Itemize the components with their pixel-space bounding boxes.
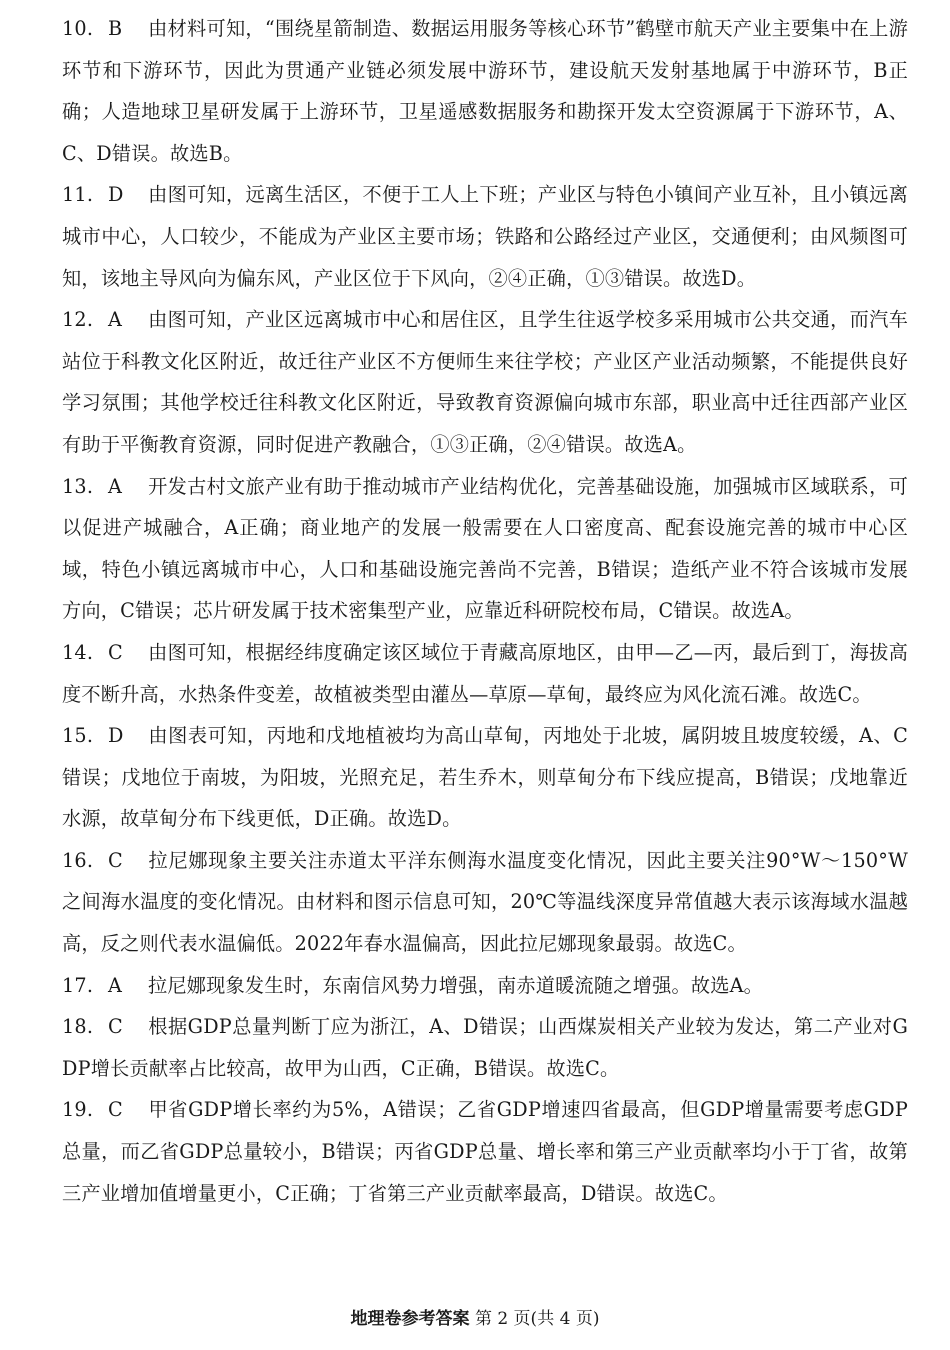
answer-number: 10.: [62, 17, 94, 40]
answer-12: [62, 299, 908, 465]
answer-10: [62, 8, 908, 174]
answer-number: 12.: [62, 308, 94, 332]
answer-page: [62, 8, 908, 1214]
answer-explanation: 拉尼娜现象发生时，东南信风势力增强，南赤道暖流随之增强。故选A。: [148, 973, 764, 997]
answer-explanation: 开发古村文旅产业有助于推动城市产业结构优化，完善基础设施，加强城市区域联系，可以促进产城融合，A正确；商业地产的发展一般需要在人口密度高、配套设施完善的城市中心区域，特色小镇远离城市中心，人口和基础设施完善尚不完善，B错误；造纸产业不符合该城市发展方向，C错误；芯片研发属于技术密集型产业，应靠近科研院校布局，C错误。故选A。: [62, 474, 908, 623]
answer-number: 16.: [62, 848, 94, 872]
answer-key: A: [108, 474, 123, 498]
answer-16: [62, 840, 908, 965]
answer-key: C: [108, 640, 123, 664]
footer-title: 地理卷参考答案: [350, 1309, 470, 1329]
answer-explanation: 甲省GDP增长率约为5%，A错误；乙省GDP增速四省最高，但GDP增量需要考虑GDP总量，而乙省GDP总量较小，B错误；丙省GDP总量、增长率和第三产业贡献率均小于丁省，故第三产业增加值增量更小，C正确；丁省第三产业贡献率最高，D错误。故选C。: [62, 1098, 908, 1205]
answer-key: A: [108, 308, 123, 332]
answer-number: 13.: [62, 474, 94, 498]
answer-number: 18.: [62, 1015, 94, 1039]
answer-number: 17.: [62, 973, 94, 997]
answer-key: D: [108, 183, 124, 207]
answer-explanation: 由图可知，远离生活区，不便于工人上下班；产业区与特色小镇间产业互补，且小镇远离城市中心，人口较少，不能成为产业区主要市场；铁路和公路经过产业区，交通便利；由风频图可知，该地主导风向为偏东风，产业区位于下风向，②④正确，①③错误。故选D。: [62, 183, 908, 290]
answer-key: B: [108, 17, 123, 40]
answer-11: [62, 174, 908, 299]
answer-explanation: 根据GDP总量判断丁应为浙江，A、D错误；山西煤炭相关产业较为发达，第二产业对GDP增长贡献率占比较高，故甲为山西，C正确，B错误。故选C。: [62, 1015, 908, 1080]
answer-19: [62, 1089, 908, 1214]
answer-explanation: 拉尼娜现象主要关注赤道太平洋东侧海水温度变化情况，因此主要关注90°W～150°W之间海水温度的变化情况。由材料和图示信息可知，20℃等温线深度异常值越大表示该海域水温越高，反之则代表水温偏低。2022年春水温偏高，因此拉尼娜现象最弱。故选C。: [62, 848, 908, 956]
answer-18: [62, 1006, 908, 1089]
page-footer: [0, 1306, 950, 1332]
answer-key: C: [108, 848, 123, 872]
answer-number: 19.: [62, 1098, 94, 1122]
answer-number: 14.: [62, 640, 94, 664]
answer-explanation: 由图可知，根据经纬度确定该区域位于青藏高原地区，由甲—乙—丙，最后到丁，海拔高度不断升高，水热条件变差，故植被类型由灌丛—草原—草甸，最终应为风化流石滩。故选C。: [62, 640, 908, 706]
answer-explanation: 由图可知，产业区远离城市中心和居住区，且学生往返学校多采用城市公共交通，而汽车站位于科教文化区附近，故迁往产业区不方便师生来往学校；产业区产业活动频繁，不能提供良好学习氛围；其他学校迁往科教文化区附近，导致教育资源偏向城市东部，职业高中迁往西部产业区有助于平衡教育资源，同时促进产教融合，①③正确，②④错误。故选A。: [62, 308, 908, 456]
answer-key: D: [108, 724, 124, 748]
answer-number: 15.: [62, 724, 94, 748]
answer-number: 11.: [62, 183, 94, 207]
answer-key: C: [108, 1015, 123, 1039]
answer-explanation: 由图表可知，丙地和戊地植被均为高山草甸，丙地处于北坡，属阴坡且坡度较缓，A、C错误；戊地位于南坡，为阳坡，光照充足，若生乔木，则草甸分布下线应提高，B错误；戊地靠近水源，故草甸分布下线更低，D正确。故选D。: [62, 724, 908, 831]
answer-explanation: 由材料可知，“围绕星箭制造、数据运用服务等核心环节”鹤壁市航天产业主要集中在上游环节和下游环节，因此为贯通产业链必须发展中游环节，建设航天发射基地属于中游环节，B正确；人造地球卫星研发属于上游环节，卫星遥感数据服务和勘探开发太空资源属于下游环节，A、C、D错误。故选B。: [62, 17, 908, 165]
answer-key: C: [108, 1098, 123, 1122]
answer-15: [62, 715, 908, 840]
footer-page-number: 第 2 页(共 4 页): [474, 1309, 600, 1329]
answer-14: [62, 632, 908, 715]
answer-17: [62, 965, 908, 1007]
answer-13: [62, 466, 908, 632]
answer-key: A: [108, 973, 123, 997]
